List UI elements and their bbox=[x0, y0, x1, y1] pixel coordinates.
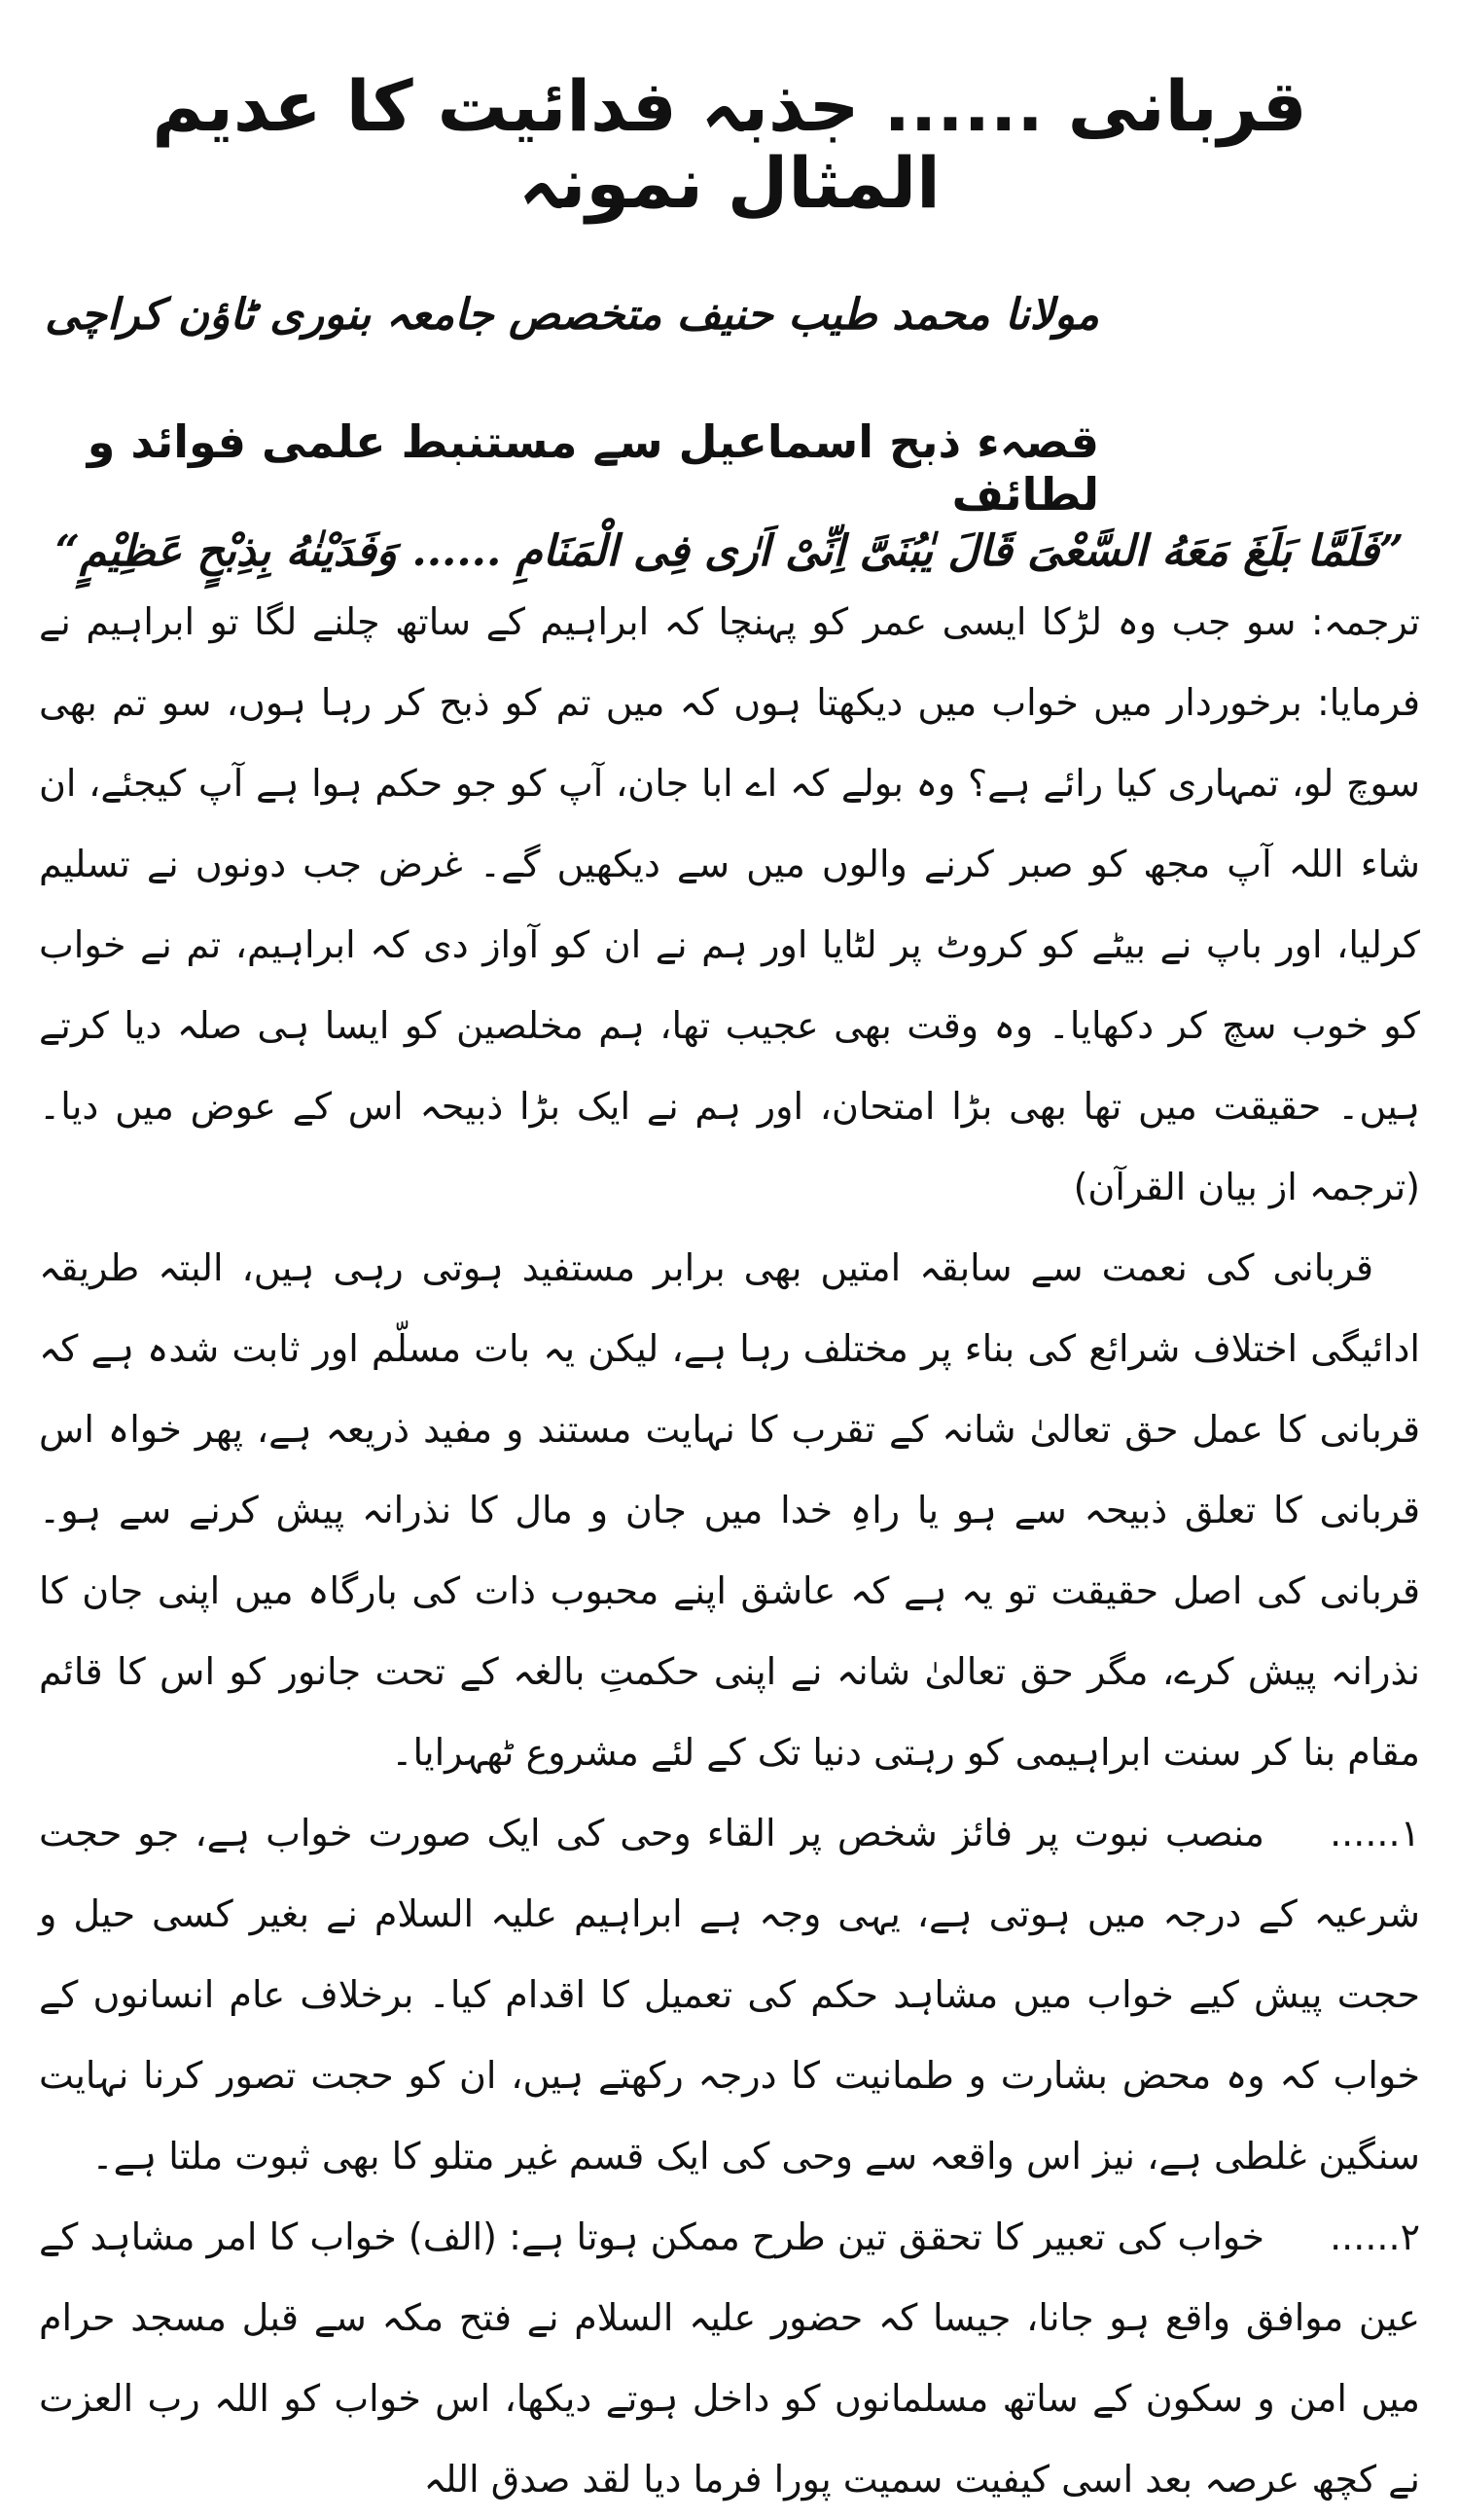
translation-reference: (ترجمہ از بیان القرآن) bbox=[1073, 1166, 1420, 1209]
point-2 bbox=[39, 2197, 1420, 2520]
quran-verse: ”فَلَمَّا بَلَغَ مَعَهُ السَّعْیَ قَالَ یٰبُنَیَّ اِنِّیْ اَرٰی فِی الْمَنَامِ ...... وَفَدَیْنٰهُ بِذِبْحٍ عَظِیْمٍ“ bbox=[54, 526, 1405, 577]
section-heading: قصہء ذبح اسماعیل سے مستنبط علمی فوائد و لطائف bbox=[87, 415, 1099, 522]
translation-paragraph bbox=[39, 582, 1420, 1228]
point-1 bbox=[39, 1793, 1420, 2197]
point-2-number: ۲...... bbox=[1330, 2215, 1420, 2259]
point-1-text: منصب نبوت پر فائز شخص پر القاء وحی کی ایک صورت خواب ہے، جو حجت شرعیہ کے درجہ میں ہوتی ہے، یہی وجہ ہے ابراہیم علیہ السلام نے بغیر کسی حیل و حجت پیش کیے خواب میں مشاہد حکم کی تعمیل کا اقدام کیا۔ برخلاف عام انسانوں کے خواب کہ وہ محض بشارت و طمانیت کا درجہ رکھتے ہیں، ان کو حجت تصور کرنا نہایت سنگین غلطی ہے، نیز اس واقعہ سے وحی کی ایک قسم غیر متلو کا بھی ثبوت ملتا ہے۔ bbox=[39, 1812, 1420, 2178]
point-2-text: خواب کی تعبیر کا تحقق تین طرح ممکن ہوتا ہے: (الف) خواب کا امر مشاہد کے عین موافق واقع ہو جانا، جیسا کہ حضور علیہ السلام نے فتح مکہ سے قبل مسجد حرام میں امن و سکون کے ساتھ مسلمانوں کو داخل ہوتے دیکھا، اس خواب کو اللہ رب العزت نے کچھ عرصہ بعد اسی کیفیت سمیت پورا فرما دیا لقد صدق اللہ bbox=[39, 2215, 1420, 2502]
translation-text: ترجمہ: سو جب وہ لڑکا ایسی عمر کو پہنچا کہ ابراہیم کے ساتھ چلنے لگا تو ابراہیم نے فرمایا: برخوردار میں خواب میں دیکھتا ہوں کہ میں تم کو ذبح کر رہا ہوں، سو تم بھی سوچ لو، تمہاری کیا رائے ہے؟ وہ بولے کہ اے ابا جان، آپ کو جو حکم ہوا ہے آپ کیجئے، ان شاء اللہ آپ مجھ کو صبر کرنے والوں میں سے دیکھیں گے۔ غرض جب دونوں نے تسلیم کرلیا، اور باپ نے بیٹے کو کروٹ پر لٹایا اور ہم نے ان کو آواز دی کہ ابراہیم، تم نے خواب کو خوب سچ کر دکھایا۔ وہ وقت بھی عجیب تھا، ہم مخلصین کو ایسا ہی صلہ دیا کرتے ہیں۔ حقیقت میں تھا بھی بڑا امتحان، اور ہم نے ایک بڑا ذبیحہ اس کے عوض میں دیا۔ bbox=[39, 600, 1420, 1129]
author-line: مولانا محمد طیب حنیف متخصص جامعہ بنوری ٹاؤن کراچی bbox=[45, 290, 1099, 341]
article-title: قربانی ...... جذبہ فدائیت کا عدیم المثال نمونہ bbox=[152, 65, 1307, 225]
point-1-number: ۱...... bbox=[1330, 1812, 1420, 1855]
intro-paragraph: قربانی کی نعمت سے سابقہ امتیں بھی برابر مستفید ہوتی رہی ہیں، البتہ طریقہ ادائیگی اختلاف شرائع کی بناء پر مختلف رہا ہے، لیکن یہ بات مسلّم اور ثابت شدہ ہے کہ قربانی کا عمل حق تعالیٰ شانہ کے تقرب کا نہایت مستند و مفید ذریعہ ہے، پھر خواہ اس قربانی کا تعلق ذبیحہ سے ہو یا راہِ خدا میں جان و مال کا نذرانہ پیش کرنے سے ہو۔ قربانی کی اصل حقیقت تو یہ ہے کہ عاشق اپنے محبوب ذات کی بارگاہ میں اپنی جان کا نذرانہ پیش کرے، مگر حق تعالیٰ شانہ نے اپنی حکمتِ بالغہ کے تحت جانور کو اس کا قائم مقام بنا کر سنت ابراہیمی کو رہتی دنیا تک کے لئے مشروع ٹھہرایا۔ bbox=[39, 1246, 1420, 1775]
